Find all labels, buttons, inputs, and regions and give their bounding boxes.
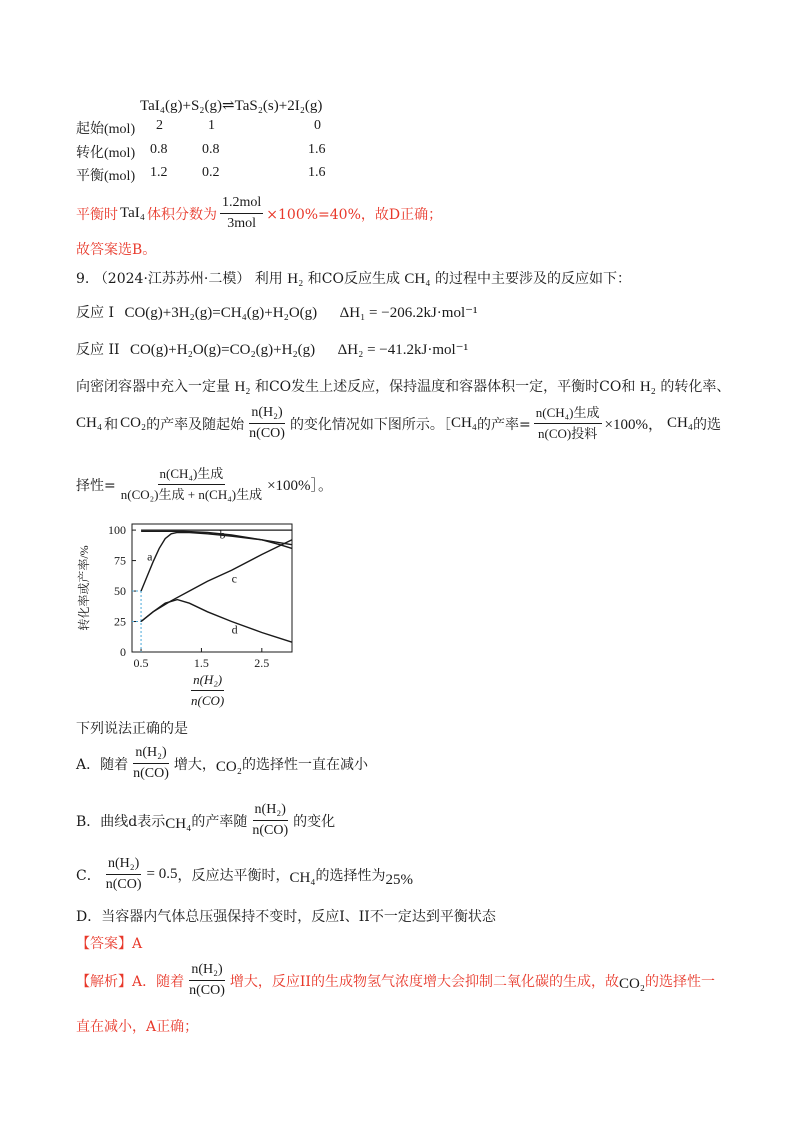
table-row (76, 165, 326, 185)
series-label-c: c (231, 571, 237, 586)
reaction-equation: CO(g)+H₂O(g)=CO₂(g)+H₂(g) (129, 342, 316, 358)
reaction-equation: CO(g)+3H₂(g)=CH₄(g)+H₂O(g) (124, 305, 318, 321)
fraction-num: n(H₂) (249, 405, 284, 424)
fraction-num: n(H₂) (189, 962, 224, 981)
text: 的产率随 (191, 813, 248, 830)
formula-h2: H₂ (287, 271, 304, 287)
text: 的产率= (477, 416, 531, 433)
option-label: C． (76, 867, 101, 884)
y-tick-label: 100 (108, 523, 126, 538)
paragraph-2 (76, 405, 721, 442)
question-stem: 利用 (254, 271, 283, 287)
option-label: B．曲线d表示 (76, 813, 166, 830)
question-source: （2024·江苏苏州·二模） (93, 271, 251, 287)
fraction-num: 1.2mol (220, 195, 263, 214)
question-stem: 和CO反应生成 (307, 271, 400, 287)
chart-xlabel (186, 672, 229, 709)
y-axis-label: 转化率或产率/% (77, 545, 91, 631)
fraction-den: 3mol (227, 216, 257, 231)
fraction-den: n(CO) (249, 426, 285, 441)
paragraph-1 (76, 376, 730, 396)
reaction-1 (76, 302, 478, 322)
text: 的选 (693, 416, 722, 433)
option-a[interactable] (76, 745, 368, 782)
text: 的转化率、 (660, 379, 731, 395)
cell: 0.2 (202, 165, 220, 180)
option-d[interactable]: D．当容器内气体总压强保持不变时，反应I、II不一定达到平衡状态 (76, 909, 496, 925)
text: 和 (104, 416, 119, 433)
formula-ch4: CH₄ (76, 415, 103, 431)
formula-ch4: CH₄ (450, 415, 478, 431)
fraction-den: n(CO) (189, 983, 225, 998)
cell: 1.6 (308, 165, 326, 180)
series-line-c (141, 540, 292, 622)
answer-prev-suffix: ×100%=40%，故D正确； (266, 206, 443, 223)
text: ×100%］。 (267, 478, 334, 494)
question-line (76, 268, 631, 288)
text: 增大，反应II的生成物氢气浓度增大会抑制二氧化碳的生成，故 (229, 973, 619, 990)
option-label: A．随着 (76, 756, 129, 773)
text: 的选择性一 (645, 973, 716, 990)
table-row (76, 118, 321, 138)
text: 和CO发生上述反应，保持温度和容器体积一定，平衡时CO和 (254, 379, 636, 395)
fraction-den: n(CO) (191, 693, 225, 708)
text: 的变化情况如下图所示。［ (289, 416, 451, 433)
text: ×100%， (604, 417, 663, 433)
reaction-2 (76, 339, 468, 359)
selectivity-fraction (119, 466, 264, 503)
answer-tag: 【答案】A (76, 936, 143, 952)
analysis-tag: 【解析】 (76, 973, 132, 990)
answer-prev-choice: 故答案选B。 (76, 242, 157, 258)
cell: 0 (314, 118, 321, 133)
fraction-num: n(H₂) (106, 856, 141, 875)
fraction-den: n(CO) (252, 823, 289, 838)
text: 的选择性为 (315, 867, 386, 884)
row-label: 平衡(mol) (76, 169, 136, 184)
fraction-num: n(CH₄)生成 (158, 466, 226, 485)
series-label-b: b (219, 527, 226, 542)
formula-ch4: CH₄ (289, 870, 316, 886)
fraction-den: n(CO) (105, 877, 142, 892)
row-label: 起始(mol) (76, 122, 136, 137)
y-tick-label: 75 (114, 553, 126, 568)
fraction-den: n(CO) (133, 766, 169, 781)
reaction-enthalpy: ΔH₂ = −41.2kJ·mol⁻¹ (337, 342, 469, 358)
species-tai4: TaI₄ (120, 205, 145, 221)
formula-ch4: CH₄ (165, 816, 192, 832)
yield-fraction (534, 405, 602, 442)
cell: 1 (208, 118, 215, 133)
answer-prev-prefix: 平衡时 (76, 206, 118, 223)
fraction-den: n(CO₂)生成 + n(CH₄)生成 (120, 487, 263, 502)
option-c[interactable] (76, 856, 413, 893)
text: 向密闭容器中充入一定量 (76, 379, 230, 395)
fraction (220, 195, 263, 232)
question-number: 9. (76, 271, 90, 287)
cell: 0.8 (202, 142, 220, 157)
text: A．随着 (132, 973, 185, 990)
reaction-label: 反应 I (76, 305, 114, 321)
text: 择性= (76, 477, 116, 494)
text: = 0.5 (146, 866, 178, 882)
prompt: 下列说法正确的是 (76, 721, 188, 737)
option-b[interactable] (76, 802, 335, 839)
text: 的产率及随起始 (146, 416, 245, 433)
ratio-fraction (104, 856, 144, 893)
paragraph-3 (76, 466, 333, 503)
formula-h2: H₂ (234, 379, 251, 395)
text: 的选择性一直在减小 (241, 756, 368, 773)
ratio-fraction (250, 802, 290, 839)
ratio-fraction (131, 745, 171, 782)
fraction-num: n(H₂) (133, 745, 168, 764)
fraction-num: n(H₂) (191, 672, 224, 691)
table-row (76, 142, 326, 162)
analysis-line-2: 直在减小，A正确； (76, 1019, 199, 1035)
top-equation: TaI₄(g)+S₂(g)⇌TaS₂(s)+2I₂(g) (140, 98, 323, 114)
y-tick-label: 50 (114, 584, 126, 599)
reaction-label: 反应 II (76, 342, 120, 358)
formula-ch4: CH₄ (666, 415, 694, 431)
formula-ch4: CH₄ (404, 271, 431, 287)
plot-frame (132, 524, 292, 652)
series-label-a: a (147, 549, 153, 564)
analysis-line (76, 962, 715, 999)
fraction-den: n(CO)投料 (538, 426, 598, 441)
text: 的变化 (293, 813, 336, 830)
formula-co2: CO₂ (215, 759, 242, 775)
x-tick-label: 2.5 (254, 656, 270, 670)
question-stem: 的过程中主要涉及的反应如下： (434, 271, 631, 287)
row-label: 转化(mol) (76, 146, 136, 161)
y-tick-label: 0 (120, 645, 126, 659)
x-tick-label: 1.5 (193, 656, 209, 670)
cell: 1.6 (308, 142, 326, 157)
ratio-fraction (247, 405, 287, 442)
option-c-value: 25% (385, 872, 414, 888)
cell: 1.2 (150, 165, 168, 180)
cell: 2 (156, 118, 163, 133)
y-tick-label: 25 (114, 614, 126, 629)
ratio-fraction (187, 962, 227, 999)
fraction-num: n(H₂) (253, 802, 288, 821)
answer-prev-line (76, 195, 442, 232)
formula-h2: H₂ (639, 379, 656, 395)
formula-co2: CO₂ (618, 976, 646, 992)
fraction-num: n(CH₄)生成 (534, 405, 602, 424)
cell: 0.8 (150, 142, 168, 157)
text: ，反应达平衡时， (177, 867, 290, 884)
xlabel-fraction (189, 672, 226, 709)
series-label-d: d (231, 622, 238, 637)
reaction-enthalpy: ΔH₁ = −206.2kJ·mol⁻¹ (339, 305, 478, 321)
formula-co2: CO₂ (120, 415, 147, 431)
x-tick-label: 0.5 (133, 656, 149, 670)
answer-prev-mid: 体积分数为 (147, 206, 217, 223)
text: 增大， (173, 756, 216, 773)
